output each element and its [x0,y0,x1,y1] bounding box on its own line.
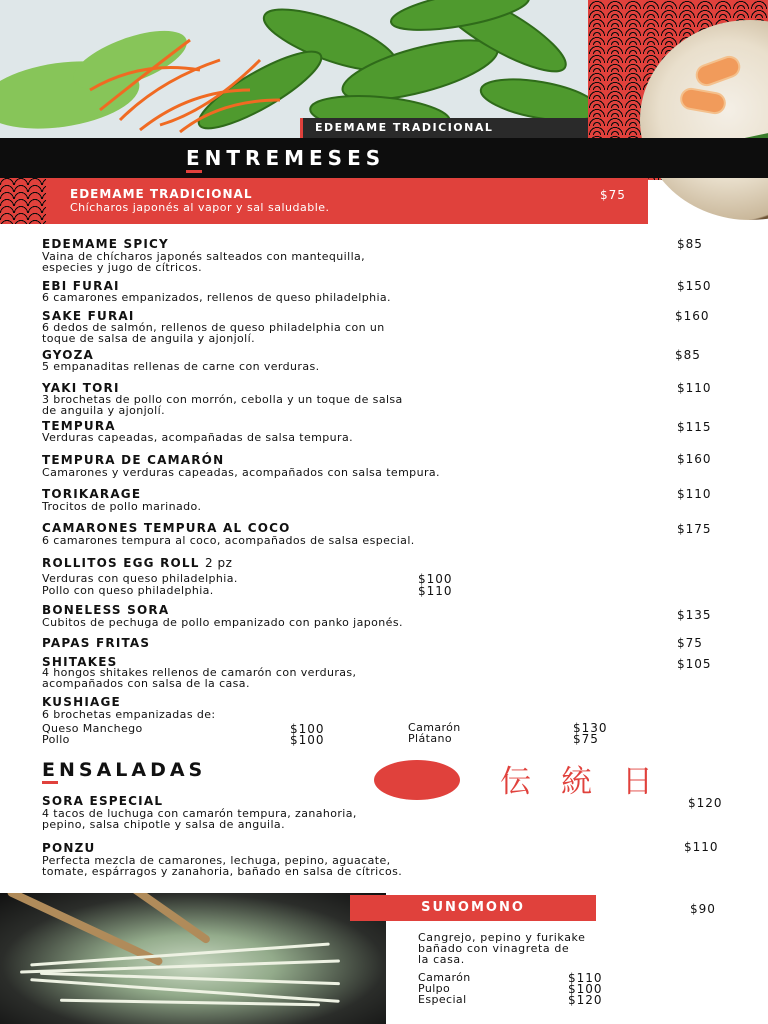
menu-item-desc: Verduras capeadas, acompañadas de salsa tempura. [42,431,354,444]
option-price: $75 [573,732,599,746]
featured-item-price: $75 [600,188,626,202]
option-price: $110 [418,584,453,598]
menu-item-price: $110 [677,381,712,395]
option-label: Pulpo [418,982,451,995]
section-title-ensaladas [42,759,206,781]
menu-item-price: $160 [677,452,712,466]
menu-item-price: $150 [677,279,712,293]
option-price: $130 [573,721,608,735]
menu-item-price: $90 [690,902,716,916]
menu-item-name-rollitos [42,556,232,570]
menu-item-desc: 6 camarones tempura al coco, acompañados de salsa especial. [42,534,415,547]
title-accent [186,170,202,173]
option-label: Queso Manchego [42,722,143,735]
sunomono-title-bar: SUNOMONO [350,895,596,921]
red-sun-circle [374,760,460,800]
sunomono-photo [0,893,386,1024]
menu-item-price: $115 [677,420,712,434]
menu-item-name: TORIKARAGE [42,487,142,501]
title-accent [42,781,58,784]
chopstick-icon [109,893,212,945]
menu-item-desc: 6 brochetas empanizadas de: [42,708,216,721]
shrimp-icon [693,53,744,89]
menu-item-name: KUSHIAGE [42,695,121,709]
menu-item-name: PONZU [42,841,96,855]
menu-item-desc: Vaina de chícharos japonés salteados con mantequilla, especies y jugo de cítricos. [42,250,366,274]
option-label: Verduras con queso philadelphia. [42,572,238,585]
photo-caption: EDEMAME TRADICIONAL [300,118,588,138]
option-price: $100 [568,982,603,996]
option-label: Pollo [42,733,70,746]
menu-item-name: ROLLITOS EGG ROLL [42,556,200,570]
menu-item-name: CAMARONES TEMPURA AL COCO [42,521,291,535]
menu-item-desc: Camarones y verduras capeadas, acompañados con salsa tempura. [42,466,440,479]
menu-item-name: SAKE FURAI [42,309,135,323]
menu-item-desc: 6 dedos de salmón, rellenos de queso philadelphia con un toque de salsa de anguila y ajonjolí. [42,321,385,345]
option-price: $100 [418,572,453,586]
featured-item-name: EDEMAME TRADICIONAL [70,187,253,201]
menu-item-price: $160 [675,309,710,323]
option-label: Camarón [408,721,461,734]
option-price: $110 [568,971,603,985]
section-title-entremeses [186,146,385,170]
option-label: Camarón [418,971,471,984]
menu-item-price: $85 [677,237,703,251]
option-label: Especial [418,993,467,1006]
menu-item-desc: 6 camarones empanizados, rellenos de queso philadelphia. [42,291,391,304]
menu-item-name: EDEMAME SPICY [42,237,169,251]
menu-item-price: $110 [684,840,719,854]
menu-item-desc: Cangrejo, pepino y furikake bañado con vinagreta de la casa. [418,931,586,966]
menu-item-name: BONELESS SORA [42,603,170,617]
menu-item-name: SORA ESPECIAL [42,794,164,808]
section-title-text: ENTREMESES [186,146,386,170]
menu-item-price: $110 [677,487,712,501]
menu-item-desc: 3 brochetas de pollo con morrón, cebolla y un toque de salsa de anguila y ajonjolí. [42,393,403,417]
menu-item-desc: Trocitos de pollo marinado. [42,500,202,513]
menu-item-price: $135 [677,608,712,622]
menu-item-price: $175 [677,522,712,536]
menu-item-name: GYOZA [42,348,95,362]
menu-item-desc: Perfecta mezcla de camarones, lechuga, pepino, aguacate, tomate, espárragos y zanahoria, bañado en salsa de cítricos. [42,854,403,878]
option-price: $120 [568,993,603,1007]
section-title-text: ENSALADAS [42,759,207,781]
menu-item-price: $75 [677,636,703,650]
menu-item-name: PAPAS FRITAS [42,636,151,650]
menu-item-name: EBI FURAI [42,279,120,293]
option-label: Plátano [408,732,452,745]
featured-item-desc: Chícharos japonés al vapor y sal saludable. [70,201,330,214]
menu-item-name: YAKI TORI [42,381,120,395]
menu-item-price: $85 [675,348,701,362]
menu-item-name: TEMPURA [42,419,116,433]
menu-item-qty: 2 pz [205,556,233,570]
option-label: Pollo con queso philadelphia. [42,584,214,597]
menu-item-desc: Cubitos de pechuga de pollo empanizado con panko japonés. [42,616,403,629]
kanji-text: 伝統日 [500,764,683,800]
option-price: $100 [290,733,325,747]
menu-item-price: $105 [677,657,712,671]
menu-item-price: $120 [688,796,723,810]
option-price: $100 [290,722,325,736]
menu-item-desc: 4 hongos shitakes rellenos de camarón con verduras, acompañados con salsa de la casa. [42,666,357,690]
menu-item-name: SHITAKES [42,655,118,669]
shrimp-icon [678,86,727,116]
menu-item-desc: 4 tacos de luchuga con camarón tempura, zanahoria, pepino, salsa chipotle y salsa de anguila. [42,807,357,831]
menu-item-name: TEMPURA DE CAMARÓN [42,453,225,467]
wave-pattern-small [0,178,46,224]
menu-item-desc: 5 empanaditas rellenas de carne con verduras. [42,360,320,373]
